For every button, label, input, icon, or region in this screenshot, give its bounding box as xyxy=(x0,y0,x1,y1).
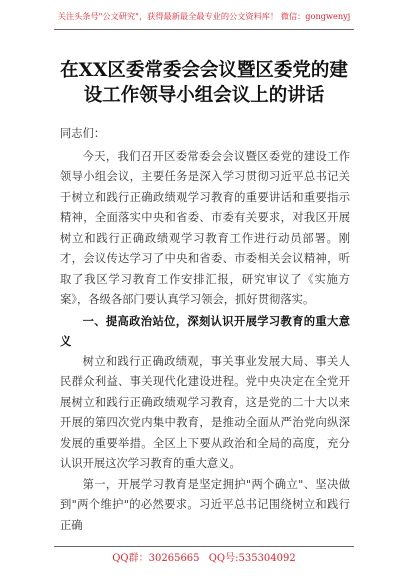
document-title: 在XX区委常委会会议暨区委党的建设工作领导小组会议上的讲话 xyxy=(60,60,348,106)
salutation: 同志们： xyxy=(60,127,106,140)
paragraph: 第一，开展学习教育是坚定拥护"两个确立"、坚决做到"两个维护"的必然要求。习近平总书记围绕树立和践行正确 xyxy=(60,477,350,532)
section-heading: 一、提高政治站位，深刻认识开展学习教育的重大意义 xyxy=(60,313,350,348)
header-notice: 关注头条号"公文研究"，获得最新最全最专业的公文资料库！ 微信：gongwenyj xyxy=(57,11,351,21)
footer-qq-number: QQ号:535304092 xyxy=(208,553,296,564)
footer-contact xyxy=(56,548,352,570)
footer-divider xyxy=(54,546,354,547)
paragraph: 树立和践行正确政绩观，事关事业发展大局、事关人民群众利益、事关现代化建设进程。党中央决定在全党开展树立和践行正确政绩观学习教育，这是党的二十大以来开展的第四次党内集中教育，是推动全面从严治党向纵深发展的重要举措。全区上下要从政治和全局的高度，充分认识开展这次学习教育的重大意义。 xyxy=(60,354,350,470)
paragraph: 今天，我们召开区委常委会会议暨区委党的建设工作领导小组会议，主要任务是深入学习贯彻习近平总书记关于树立和践行正确政绩观学习教育的重要讲话和重要指示精神，全面落实中央和省委、市委有关要求，对我区开展树立和践行正确政绩观学习教育工作进行动员部署。刚才，会议传达学习了中央和省委、市委相关会议精神，听取了我区学习教育工作安排汇报，研究审议了《实施方案》，各级各部门要认真学习领会，抓好贯彻落实。 xyxy=(60,149,350,306)
document-body xyxy=(60,124,350,536)
header-divider xyxy=(54,29,354,30)
footer-qq-group: QQ群：30265665 xyxy=(112,553,200,564)
